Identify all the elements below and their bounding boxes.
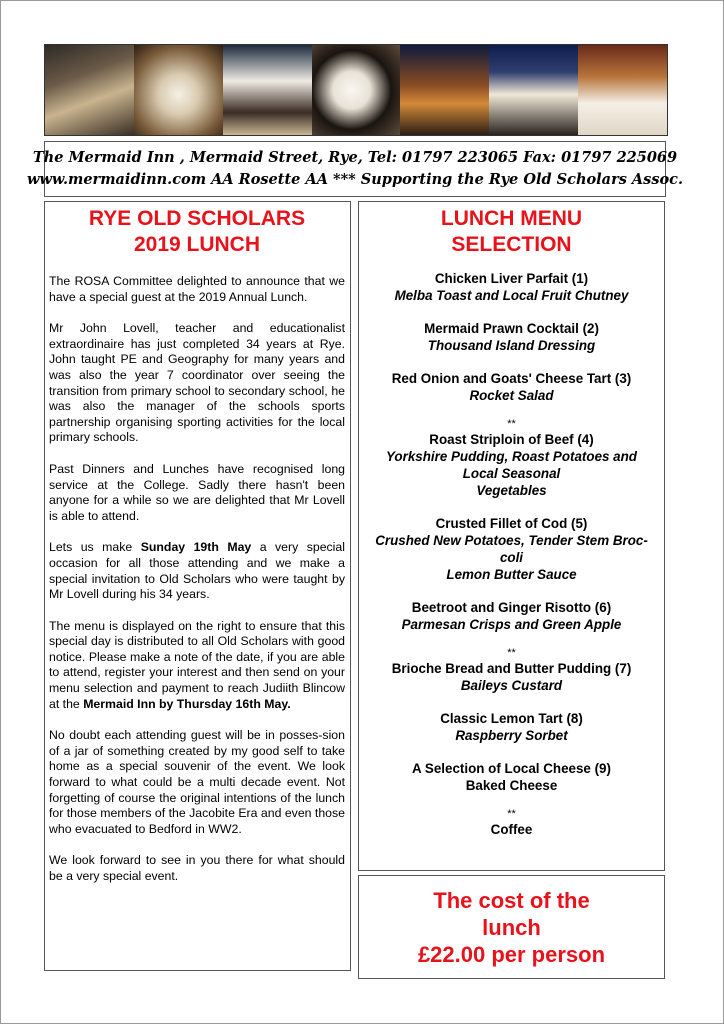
announcement-title xyxy=(49,206,345,258)
course-separator: ** xyxy=(507,808,516,820)
photo-interior-beams xyxy=(45,45,134,135)
cost-price: £22.00 per person xyxy=(417,941,606,967)
paragraph-date-end: a very special occasion for all those attending and we make a special invitation to Old Scholars who were taught by Mr Lovell during his 34 years. xyxy=(49,540,345,602)
menu-item-beetroot-risotto xyxy=(359,599,664,633)
menu-item-accompaniment: Vegetables xyxy=(476,483,547,498)
cost-line1: The cost of the xyxy=(433,887,590,913)
menu-item-accompaniment: Parmesan Crisps and Green Apple xyxy=(401,617,622,632)
menu-item-accompaniment: Rocket Salad xyxy=(469,388,554,403)
announcement-title-line1: RYE OLD SCHOLARS xyxy=(88,207,306,230)
menu-item-prawn-cocktail xyxy=(359,320,664,354)
paragraph-souvenir: No doubt each attending guest will be in posses-sion of a jar of something created by my good self to take home as a special souvenir of the event. We look forward to what could be a multi decade event. Not forgetting of course the original intentions of the lunch for those members of the Jacobite Era and even those who evacuated to Bedford in WW2. xyxy=(49,728,345,836)
inn-website-line: www.mermaidinn.com AA Rosette AA *** Supporting the Rye Old Scholars Assoc. xyxy=(26,171,684,188)
paragraph-john-lovell: Mr John Lovell, teacher and educationalist extraordinaire has just completed 34 years at Rye. John taught PE and Geography for many years and was also the year 7 coordinator over seeing the transition from primary school to secondary school, he was also the manager of the schools sports partnership organising sporting activities for the local primary schools. xyxy=(49,321,345,445)
photo-wedding-couple xyxy=(312,45,401,135)
menu-title-line1: LUNCH MENU xyxy=(440,207,583,230)
menu-title-line2: SELECTION xyxy=(451,233,572,256)
menu-item-title: A Selection of Local Cheese (9) xyxy=(412,761,611,776)
lunch-menu-box xyxy=(358,201,665,871)
menu-item-accompaniment: Local Seasonal xyxy=(462,466,561,481)
announcement-box xyxy=(44,201,351,971)
menu-item-local-cheese xyxy=(359,760,664,794)
announcement-title-line2: 2019 LUNCH xyxy=(133,233,261,256)
photo-dining-room xyxy=(578,45,667,135)
menu-item-fillet-of-cod xyxy=(359,515,664,583)
event-date: Sunday 19th May xyxy=(140,540,252,555)
photo-fireplace-room xyxy=(400,45,489,135)
menu-item-lemon-tart xyxy=(359,710,664,744)
photo-wedding-cake xyxy=(134,45,223,135)
menu-item-title: Coffee xyxy=(490,822,533,837)
paragraph-date xyxy=(49,540,345,602)
menu-item-accompaniment: Thousand Island Dressing xyxy=(427,338,596,353)
inn-address-line: The Mermaid Inn , Mermaid Street, Rye, Tel: 01797 223065 Fax: 01797 225069 xyxy=(32,149,678,166)
menu-item-coffee xyxy=(359,821,664,838)
course-separator: ** xyxy=(507,647,516,659)
menu-item-title: Crusted Fillet of Cod (5) xyxy=(435,516,588,531)
menu-item-accompaniment: Lemon Butter Sauce xyxy=(446,567,577,582)
photo-tudor-facade xyxy=(489,45,578,135)
menu-item-accompaniment: Crushed New Potatoes, Tender Stem Broc- xyxy=(375,533,648,548)
menu-title xyxy=(359,206,664,258)
photo-banner xyxy=(44,44,668,136)
menu-item-chicken-liver-parfait xyxy=(359,270,664,304)
paragraph-date-start: Lets us make xyxy=(49,540,141,555)
paragraph-closing: We look forward to see in you there for what should be a very special event. xyxy=(49,853,345,883)
paragraph-long-service: Past Dinners and Lunches have recognised long service at the College. Sadly there hasn't been anyone for a while so we are delighted that Mr Lovell is able to attend. xyxy=(49,461,345,523)
menu-item-accompaniment: Melba Toast and Local Fruit Chutney xyxy=(394,288,629,303)
menu-item-title: Classic Lemon Tart (8) xyxy=(440,711,583,726)
photo-inn-exterior xyxy=(223,45,312,135)
cost-line2: lunch xyxy=(482,914,541,940)
menu-item-title: Red Onion and Goats' Cheese Tart (3) xyxy=(391,371,632,386)
menu-item-title: Roast Striploin of Beef (4) xyxy=(429,432,594,447)
paragraph-menu-notice-text: The menu is displayed on the right to ensure that this special day is distributed to all Old Scholars with good notice. Please make a note of the date, if you are able to attend, register your interest and then send on your menu selection and payment to reach Judiith Blincow at the xyxy=(49,618,345,711)
cost-box xyxy=(358,875,665,979)
course-separator: ** xyxy=(507,418,516,430)
menu-item-accompaniment: coli xyxy=(499,550,524,565)
menu-item-accompaniment: Baked Cheese xyxy=(465,778,558,793)
paragraph-menu-notice xyxy=(49,619,345,713)
reply-deadline: Mermaid Inn by Thursday 16th May. xyxy=(83,696,291,711)
menu-item-title: Chicken Liver Parfait (1) xyxy=(434,271,589,286)
menu-item-accompaniment: Raspberry Sorbet xyxy=(455,728,568,743)
menu-item-accompaniment: Baileys Custard xyxy=(460,678,563,693)
menu-item-bread-butter-pudding xyxy=(359,660,664,694)
inn-info-box xyxy=(26,141,684,197)
menu-item-accompaniment: Yorkshire Pudding, Roast Potatoes and xyxy=(386,449,637,464)
menu-item-goats-cheese-tart xyxy=(359,370,664,404)
menu-item-title: Beetroot and Ginger Risotto (6) xyxy=(411,600,612,615)
menu-item-roast-beef xyxy=(359,431,664,499)
paragraph-intro: The ROSA Committee delighted to announce that we have a special guest at the 2019 Annual Lunch. xyxy=(49,274,345,304)
menu-item-title: Mermaid Prawn Cocktail (2) xyxy=(424,321,599,336)
menu-item-title: Brioche Bread and Butter Pudding (7) xyxy=(391,661,632,676)
